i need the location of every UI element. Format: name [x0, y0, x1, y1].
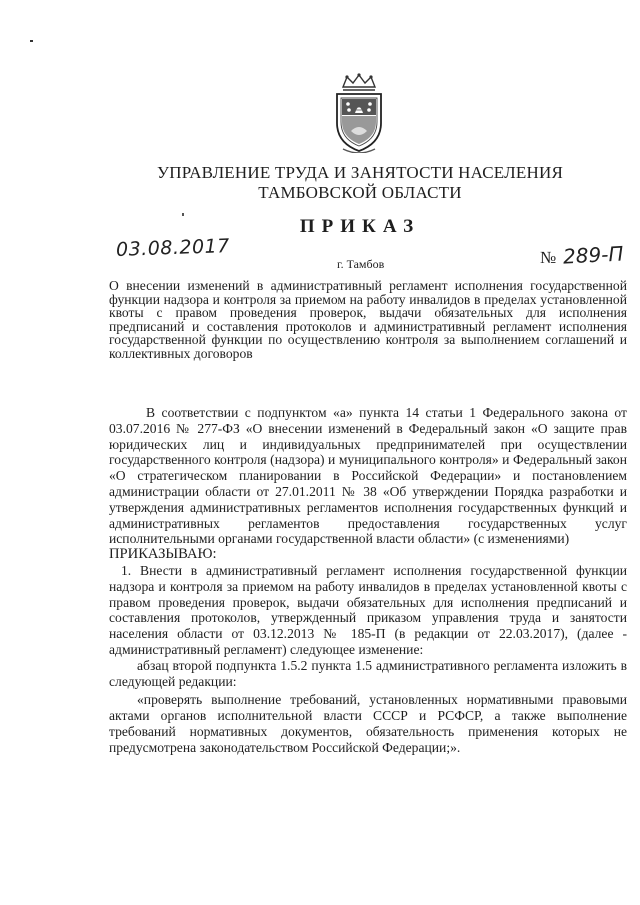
- order-body: [109, 405, 627, 756]
- agency-name-line1: УПРАВЛЕНИЕ ТРУДА И ЗАНЯТОСТИ НАСЕЛЕНИЯ: [157, 163, 563, 182]
- scan-speck: [182, 213, 184, 216]
- order-subject: О внесении изменений в административный регламент исполнения государственной функции надзора и контроля за приемом на работу инвалидов в пределах установленной квоты с правом проведения проверок, выдачи обязательных для исполнения предписаний и составления протоколов и административный регламент исполнения государственной функции по осуществлению контроля за выполнением соглашений и коллективных договоров: [109, 278, 627, 361]
- agency-name-line2: ТАМБОВСКОЙ ОБЛАСТИ: [258, 183, 462, 202]
- quoted-amendment: «проверять выполнение требований, установленных нормативными правовыми актами органов исполнительной власти СССР и РСФСР, а также выполнение требований нормативных документов, обязательность применения которых не предусмотрена законодательством Российской Федерации;».: [109, 692, 627, 755]
- tambov-coat-of-arms-icon: [329, 73, 389, 153]
- city: г. Тамбов: [337, 257, 385, 271]
- document-title: ПРИКАЗ: [299, 216, 421, 237]
- scan-speck: [30, 40, 33, 42]
- item-1-paragraph: 1. Внести в административный регламент исполнения государственной функции надзора и контроля за приемом на работу инвалидов в пределах установленной квоты с правом проведения проверок, выдачи обязательных для исполнения предписаний и составления протоколов, утвержденный приказом управления труда и занятости населения области от 03.12.2013 № 185-П (в редакции от 22.03.2017), (далее - административный регламент) следующее изменение:: [109, 562, 627, 657]
- handwritten-date: 03.08.2017: [115, 235, 231, 261]
- number-sign: №: [540, 248, 557, 267]
- subitem-paragraph: абзац второй подпункта 1.5.2 пункта 1.5 административного регламента изложить в следующей редакции:: [109, 657, 627, 689]
- legal-basis-paragraph: В соответствии с подпунктом «а» пункта 14 статьи 1 Федерального закона от 03.07.2016 № 277-ФЗ «О внесении изменений в Федеральный закон «О защите прав юридических лиц и индивидуальных предпринимателей при осуществлении государственного контроля (надзора) и муниципального контроля» и Федеральный закон «О стратегическом планировании в Российской Федерации» и постановлением администрации области от 27.01.2011 № 38 «Об утверждении Порядка разработки и утверждения административных регламентов исполнения государственных функций и административных регламентов предоставления государственных услуг исполнительными органами государственной власти области» (с изменениями): [109, 405, 627, 547]
- handwritten-order-number: 289-П: [562, 241, 625, 269]
- agency-name: [150, 163, 570, 203]
- order-directive: ПРИКАЗЫВАЮ:: [109, 546, 217, 563]
